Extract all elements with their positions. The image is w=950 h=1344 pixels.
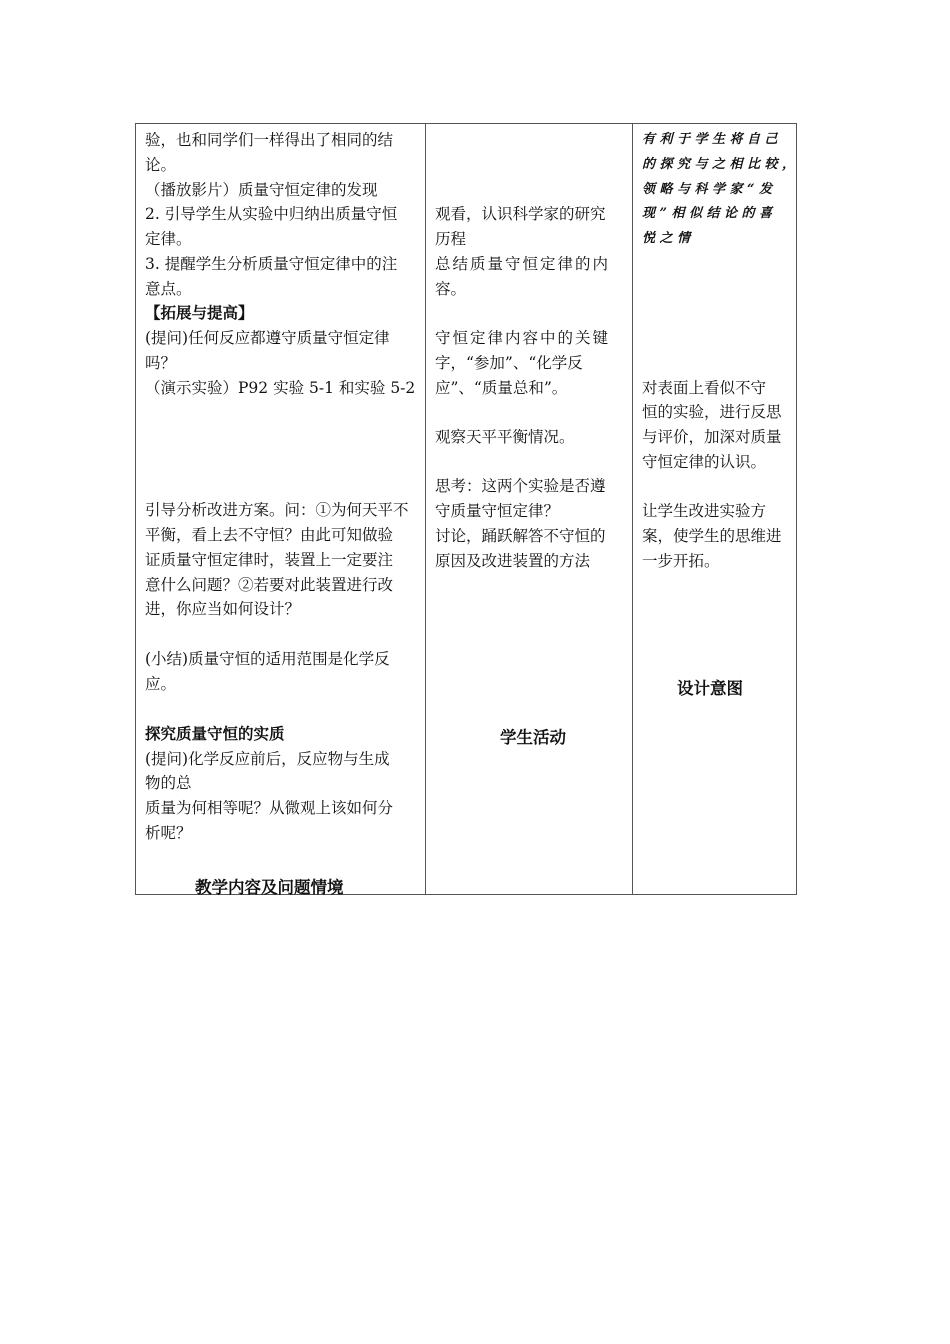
text-line: 原因及改进装置的方法 — [435, 552, 591, 570]
text-line: 恒的实验，进行反思 — [642, 403, 782, 421]
text-line: 应”、“质量总和”。 — [435, 379, 568, 397]
text-line: 守恒定律内容中的关键 — [435, 329, 611, 347]
handwritten-line: 悦之情 — [642, 231, 695, 246]
text-line: 思考：这两个实验是否遵 — [435, 477, 606, 495]
handwritten-line: 现”相似结论的喜 — [642, 206, 777, 221]
text-line: 字，“参加”、“化学反 — [435, 354, 583, 372]
handwritten-line: 的探究与之相比较， — [642, 157, 800, 172]
text-line: 应。 — [145, 675, 177, 693]
text-line: 引导分析改进方案。问：①为何天平不 — [145, 501, 409, 519]
text-line: 观察天平平衡情况。 — [435, 428, 575, 446]
section-heading: 【拓展与提高】 — [145, 303, 254, 322]
text-line: 论。 — [145, 156, 177, 174]
text-line: (提问)任何反应都遵守质量守恒定律 — [145, 329, 390, 347]
text-line: 容。 — [435, 280, 467, 298]
text-line: 对表面上看似不守 — [642, 379, 767, 397]
text-line: 案，使学生的思维进 — [642, 527, 782, 545]
text-line: 讨论，踊跃解答不守恒的 — [435, 527, 606, 545]
text-line: 历程 — [435, 230, 467, 248]
section-heading: 探究质量守恒的实质 — [145, 724, 285, 743]
text-line: 物的总 — [145, 774, 192, 792]
handwritten-line: 有利于学生将自己 — [642, 132, 783, 147]
text-line: 与评价，加深对质量 — [642, 428, 782, 446]
text-line: （演示实验）P92 实验 5-1 和实验 5-2 — [145, 379, 416, 397]
text-line: 一步开拓。 — [642, 552, 720, 570]
text-line: 吗？ — [145, 354, 177, 372]
teaching-content-column — [136, 124, 426, 897]
column-heading: 设计意图 — [677, 679, 743, 698]
text-line: 意什么问题？②若要对此装置进行改 — [145, 576, 394, 594]
text-line: （播放影片）质量守恒定律的发现 — [145, 181, 378, 199]
column-heading: 学生活动 — [500, 728, 566, 747]
text-line: 守质量守恒定律？ — [435, 502, 560, 520]
student-activity-column — [426, 124, 633, 894]
text-line: 3. 提醒学生分析质量守恒定律中的注 — [145, 255, 398, 273]
text-line: (提问)化学反应前后，反应物与生成 — [145, 750, 390, 768]
text-line: 质量为何相等呢？从微观上该如何分 — [145, 799, 394, 817]
column-heading: 教学内容及问题情境 — [195, 878, 344, 897]
text-line: 守恒定律的认识。 — [642, 453, 767, 471]
text-line: 验，也和同学们一样得出了相同的结 — [145, 131, 394, 149]
text-line: 让学生改进实验方 — [642, 502, 767, 520]
text-line: 总结质量守恒定律的内 — [435, 255, 611, 273]
text-line: 平衡，看上去不守恒？由此可知做验 — [145, 526, 394, 544]
text-line: 证质量守恒定律时，装置上一定要注 — [145, 551, 394, 569]
text-line: 意点。 — [145, 280, 192, 298]
text-line: (小结)质量守恒的适用范围是化学反 — [145, 650, 390, 668]
text-line: 2. 引导学生从实验中归纳出质量守恒 — [145, 205, 398, 223]
text-line: 定律。 — [145, 230, 192, 248]
text-line: 观看，认识科学家的研究 — [435, 205, 606, 223]
text-line: 进，你应当如何设计？ — [145, 600, 301, 618]
handwritten-line: 领略与科学家“发 — [642, 182, 777, 197]
lesson-plan-table — [135, 123, 800, 897]
design-intent-column — [633, 124, 800, 894]
text-line: 析呢？ — [145, 824, 192, 842]
